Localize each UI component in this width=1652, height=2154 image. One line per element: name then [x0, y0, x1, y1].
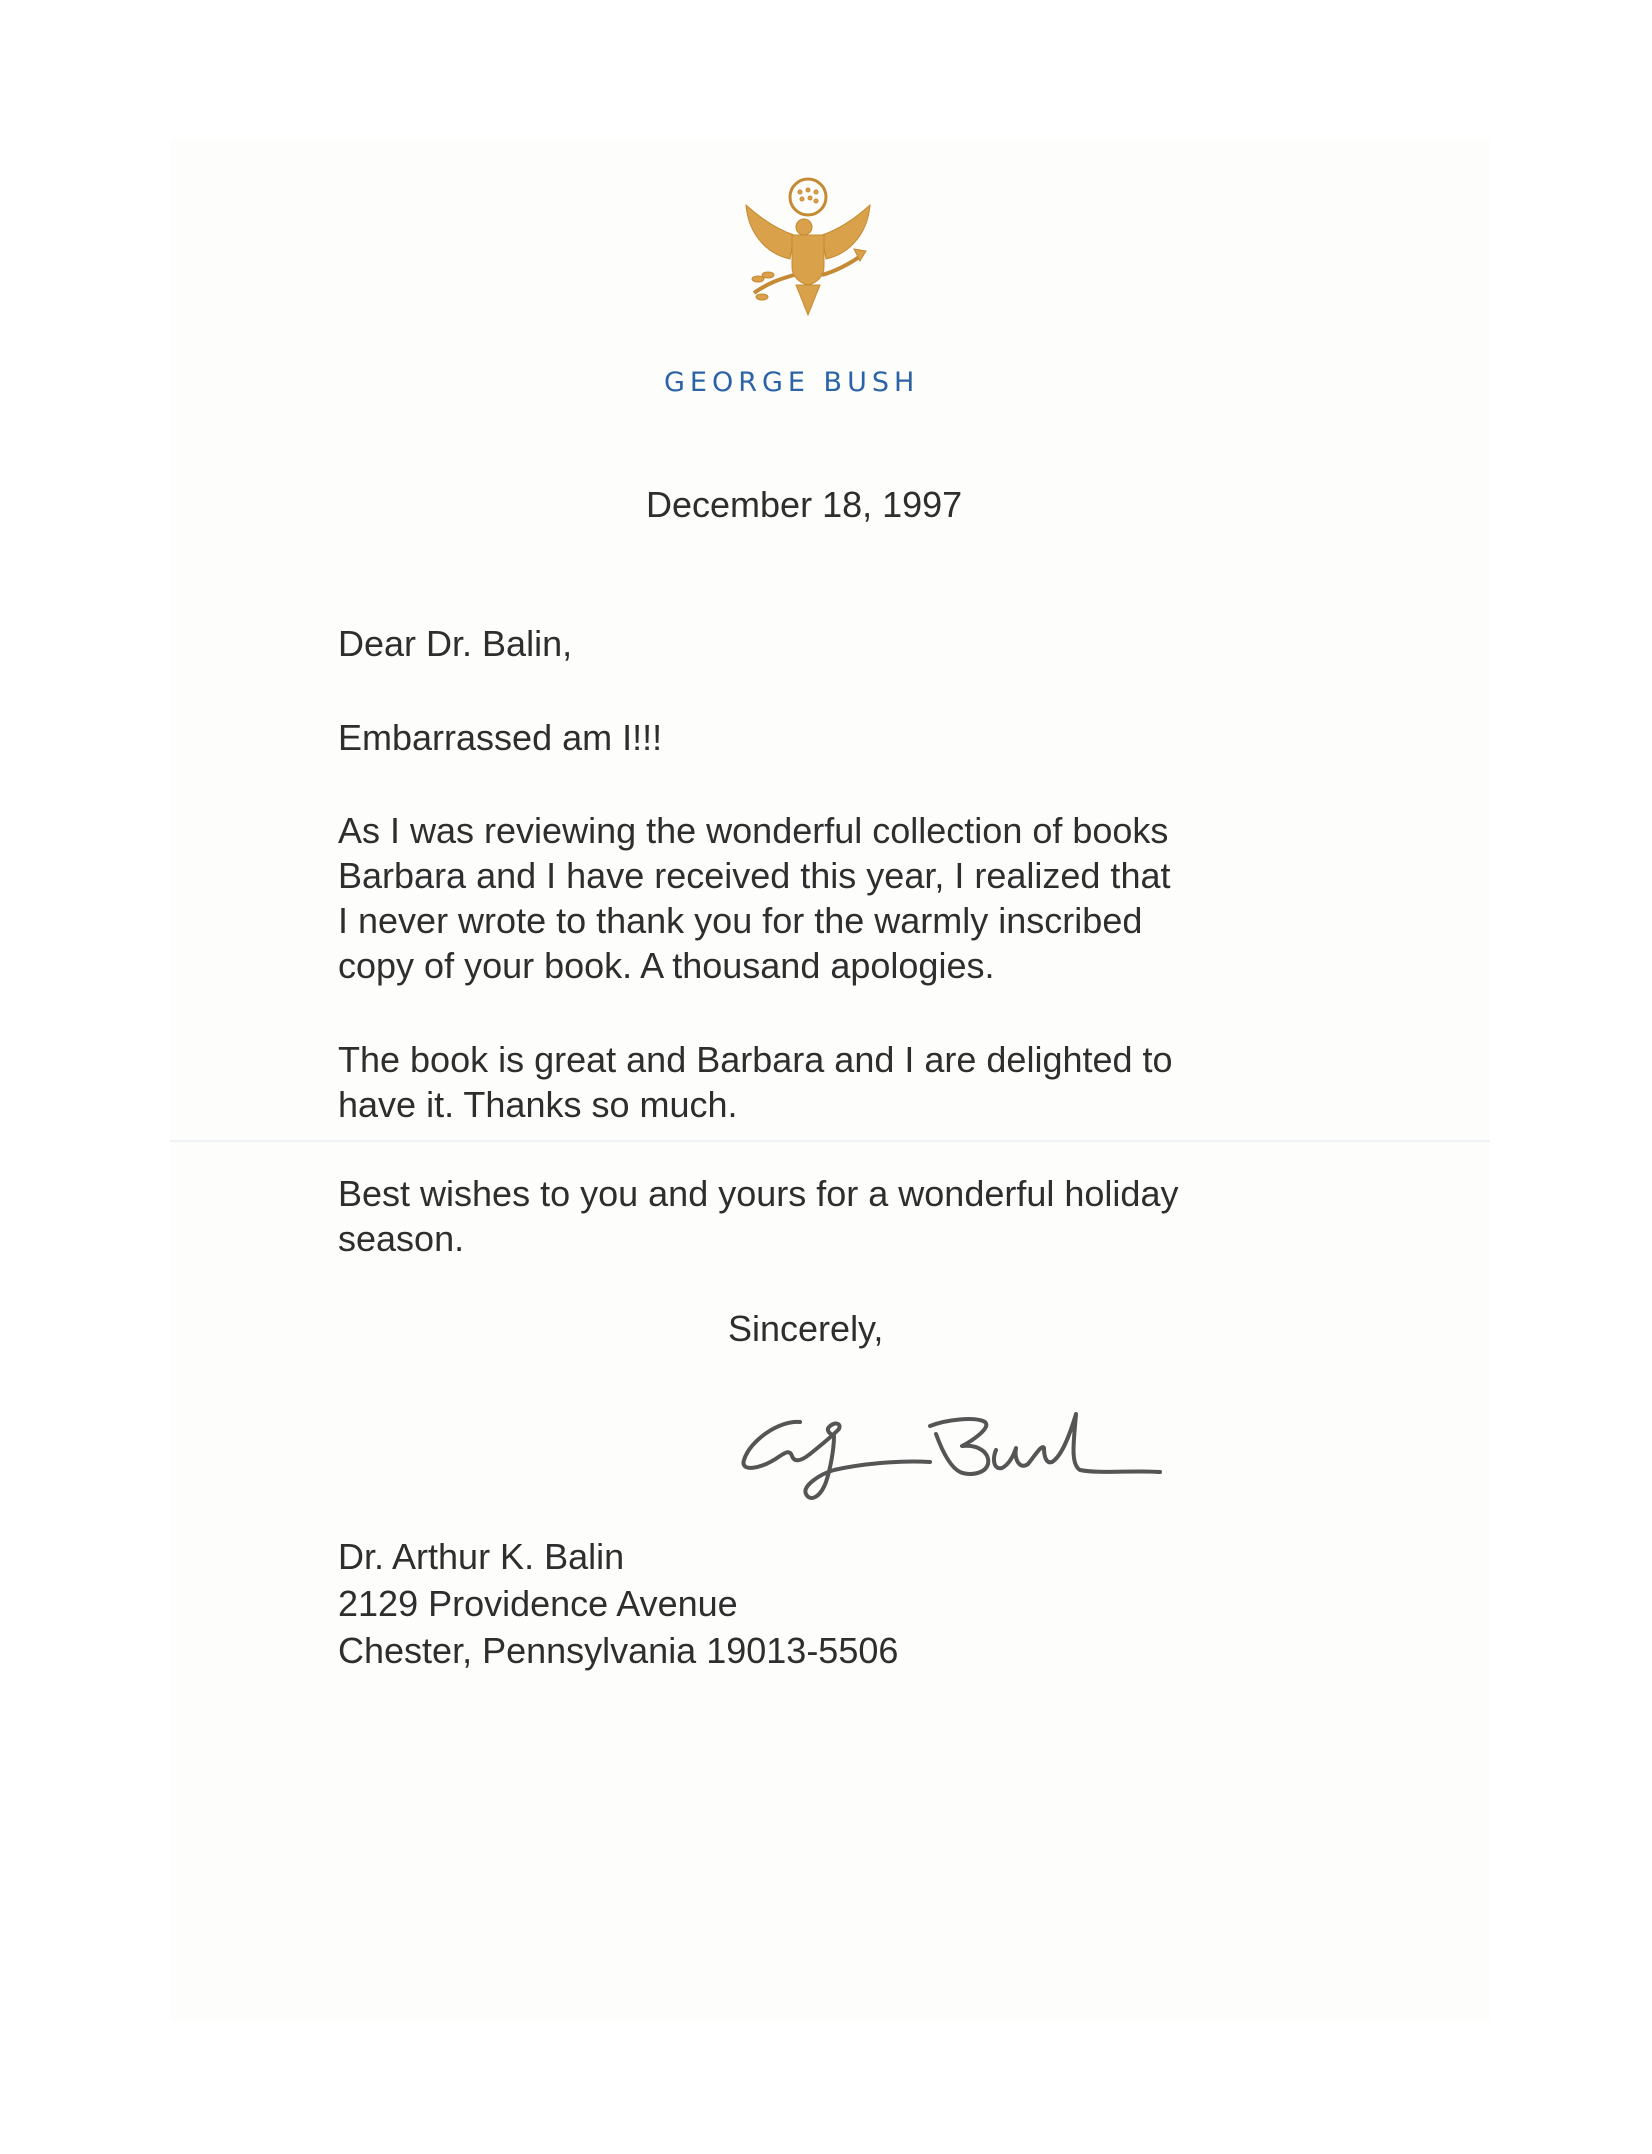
- closing: Sincerely,: [728, 1308, 884, 1349]
- paragraph-line: Best wishes to you and yours for a wonderful holiday: [338, 1173, 1179, 1214]
- fold-line: [170, 1140, 1490, 1142]
- opening-line: Embarrassed am I!!!: [338, 717, 663, 758]
- paragraph-line: copy of your book. A thousand apologies.: [338, 945, 995, 986]
- recipient-name: Dr. Arthur K. Balin: [338, 1536, 625, 1577]
- paragraph-line: Barbara and I have received this year, I realized that: [338, 855, 1171, 896]
- recipient-city-state-zip: Chester, Pennsylvania 19013-5506: [338, 1630, 899, 1671]
- paragraph-line: As I was reviewing the wonderful collection of books: [338, 810, 1169, 851]
- recipient-address: [338, 1533, 898, 1674]
- handwritten-signature: [730, 1390, 1250, 1520]
- salutation: Dear Dr. Balin,: [338, 623, 573, 664]
- paragraph-line: The book is great and Barbara and I are delighted to: [338, 1039, 1173, 1080]
- letter-date: December 18, 1997: [646, 484, 963, 525]
- paragraph-line: have it. Thanks so much.: [338, 1084, 738, 1125]
- paragraph-line: I never wrote to thank you for the warmly inscribed: [338, 900, 1143, 941]
- recipient-street: 2129 Providence Avenue: [338, 1583, 738, 1624]
- body-paragraph-2: [338, 1037, 1173, 1127]
- body-paragraph-3: [338, 1171, 1178, 1261]
- body-paragraph-1: [338, 808, 1170, 988]
- paragraph-line: season.: [338, 1218, 465, 1259]
- letterhead-name: GEORGE BUSH: [664, 367, 920, 398]
- great-seal-eagle-icon: [738, 175, 878, 325]
